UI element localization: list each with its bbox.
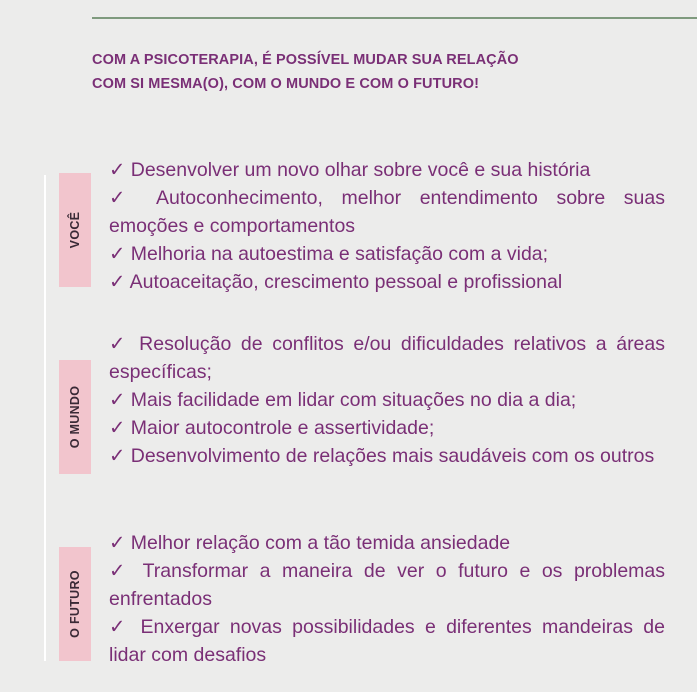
- headline: [92, 48, 652, 96]
- list-item: ✓ Transformar a maneira de ver o futuro e os problemas enfrentados: [109, 560, 665, 610]
- side-divider: [44, 175, 46, 661]
- list-item: ✓ Maior autocontrole e assertividade;: [109, 417, 435, 439]
- tab-voce: [59, 173, 91, 287]
- headline-line-1: COM A PSICOTERAPIA, É POSSÍVEL MUDAR SUA RELAÇÃO: [92, 52, 519, 68]
- list-item: ✓ Enxergar novas possibilidades e diferentes mandeiras de lidar com desafios: [109, 616, 665, 666]
- top-divider: [92, 17, 697, 19]
- tab-o-mundo: [59, 360, 91, 474]
- list-item: ✓ Melhor relação com a tão temida ansiedade: [109, 532, 511, 554]
- list-item: ✓ Desenvolvimento de relações mais saudáveis com os outros: [109, 445, 655, 467]
- tab-voce-label: VOCÊ: [68, 211, 82, 249]
- list-item: ✓ Desenvolver um novo olhar sobre você e sua história: [109, 159, 591, 181]
- list-item: ✓ Autoaceitação, crescimento pessoal e profissional: [109, 271, 563, 293]
- section-voce-list: [109, 156, 665, 296]
- tab-o-mundo-label: O MUNDO: [68, 385, 82, 449]
- list-item: ✓ Resolução de conflitos e/ou dificuldades relativos a áreas específicas;: [109, 333, 665, 383]
- tab-o-futuro: [59, 547, 91, 661]
- headline-line-2: COM SI MESMA(O), COM O MUNDO E COM O FUTURO!: [92, 76, 480, 92]
- tab-o-futuro-label: O FUTURO: [68, 570, 82, 638]
- list-item: ✓ Mais facilidade em lidar com situações no dia a dia;: [109, 389, 577, 411]
- list-item: ✓ Melhoria na autoestima e satisfação com a vida;: [109, 243, 549, 265]
- list-item: ✓ Autoconhecimento, melhor entendimento sobre suas emoções e comportamentos: [109, 187, 665, 237]
- section-o-futuro-list: [109, 529, 665, 669]
- section-o-mundo-list: [109, 330, 665, 470]
